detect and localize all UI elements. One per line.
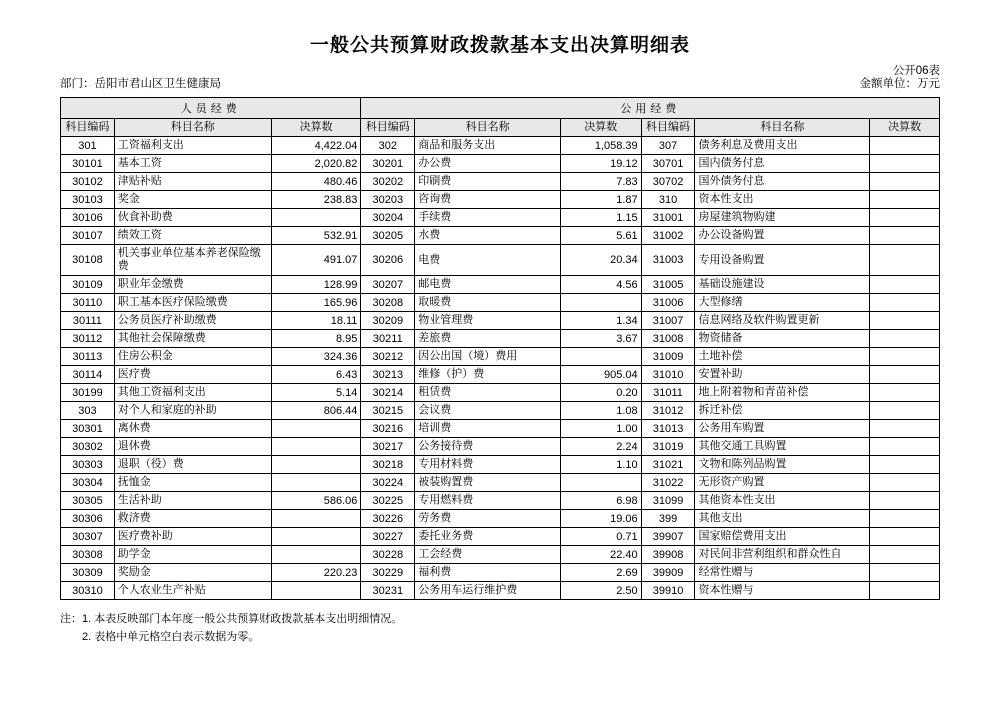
cell-code-1: 30103 (61, 191, 115, 209)
cell-name-2: 手续费 (415, 209, 561, 227)
table-row (61, 155, 940, 173)
cell-amount-1: 128.99 (271, 276, 361, 294)
cell-code-1: 30113 (61, 348, 115, 366)
cell-amount-1: 806.44 (271, 402, 361, 420)
cell-amount-1: 220.23 (271, 564, 361, 582)
table-row (61, 546, 940, 564)
cell-amount-1 (271, 420, 361, 438)
cell-name-3: 国内债务付息 (695, 155, 870, 173)
cell-name-2: 委托业务费 (415, 528, 561, 546)
cell-code-2: 30207 (361, 276, 415, 294)
cell-name-1: 伙食补助费 (114, 209, 271, 227)
cell-amount-1: 165.96 (271, 294, 361, 312)
cell-amount-1: 491.07 (271, 245, 361, 276)
cell-code-3: 31003 (641, 245, 695, 276)
cell-code-3: 31019 (641, 438, 695, 456)
note-2: 2. 表格中单元格空白表示数据为零。 (82, 631, 260, 643)
table-row (61, 510, 940, 528)
cell-name-1: 工资福利支出 (114, 137, 271, 155)
cell-amount-2: 0.71 (560, 528, 641, 546)
cell-name-2: 劳务费 (415, 510, 561, 528)
cell-amount-3 (870, 384, 940, 402)
cell-code-3: 31021 (641, 456, 695, 474)
cell-name-2: 会议费 (415, 402, 561, 420)
cell-name-1: 助学金 (114, 546, 271, 564)
cell-amount-3 (870, 209, 940, 227)
cell-name-3: 其他支出 (695, 510, 870, 528)
cell-name-1: 奖金 (114, 191, 271, 209)
table-row (61, 276, 940, 294)
cell-code-1: 30309 (61, 564, 115, 582)
cell-code-3: 31001 (641, 209, 695, 227)
cell-amount-2: 905.04 (560, 366, 641, 384)
cell-name-1: 职业年金缴费 (114, 276, 271, 294)
amount-unit-label: 金额单位：万元 (859, 78, 940, 90)
cell-amount-1: 238.83 (271, 191, 361, 209)
cell-code-3: 39907 (641, 528, 695, 546)
cell-amount-3 (870, 492, 940, 510)
cell-amount-1: 324.36 (271, 348, 361, 366)
cell-name-2: 租赁费 (415, 384, 561, 402)
cell-name-3: 国外债务付息 (695, 173, 870, 191)
cell-amount-1 (271, 582, 361, 600)
col-header-code-1: 科目编码 (61, 119, 115, 137)
cell-code-2: 302 (361, 137, 415, 155)
cell-amount-3 (870, 456, 940, 474)
table-row (61, 173, 940, 191)
cell-code-2: 30217 (361, 438, 415, 456)
col-header-amount-2: 决算数 (560, 119, 641, 137)
cell-name-1: 离休费 (114, 420, 271, 438)
cell-amount-2: 22.40 (560, 546, 641, 564)
table-row (61, 312, 940, 330)
cell-code-2: 30218 (361, 456, 415, 474)
table-row (61, 402, 940, 420)
cell-code-3: 31022 (641, 474, 695, 492)
table-row (61, 245, 940, 276)
cell-name-2: 维修（护）费 (415, 366, 561, 384)
cell-name-3: 文物和陈列品购置 (695, 456, 870, 474)
cell-amount-3 (870, 330, 940, 348)
cell-amount-2 (560, 348, 641, 366)
cell-amount-3 (870, 366, 940, 384)
table-row (61, 438, 940, 456)
cell-code-3: 39908 (641, 546, 695, 564)
cell-amount-3 (870, 245, 940, 276)
cell-amount-1: 18.11 (271, 312, 361, 330)
cell-amount-1: 532.91 (271, 227, 361, 245)
cell-amount-2: 1.10 (560, 456, 641, 474)
table-notes (60, 610, 940, 646)
cell-name-1: 绩效工资 (114, 227, 271, 245)
cell-name-3: 大型修缮 (695, 294, 870, 312)
cell-code-2: 30226 (361, 510, 415, 528)
col-header-code-2: 科目编码 (361, 119, 415, 137)
cell-code-2: 30203 (361, 191, 415, 209)
sheet-number: 公开06表 (892, 65, 940, 77)
cell-name-1: 医疗费补助 (114, 528, 271, 546)
department-label: 部门：岳阳市君山区卫生健康局 (60, 78, 221, 90)
cell-code-2: 30216 (361, 420, 415, 438)
cell-amount-1 (271, 546, 361, 564)
cell-name-1: 个人农业生产补贴 (114, 582, 271, 600)
cell-name-2: 物业管理费 (415, 312, 561, 330)
cell-code-3: 31008 (641, 330, 695, 348)
cell-name-3: 对民间非营利组织和群众性自 (695, 546, 870, 564)
cell-code-2: 30205 (361, 227, 415, 245)
cell-name-2: 水费 (415, 227, 561, 245)
cell-code-1: 301 (61, 137, 115, 155)
cell-code-2: 30212 (361, 348, 415, 366)
cell-code-1: 30310 (61, 582, 115, 600)
cell-code-3: 31010 (641, 366, 695, 384)
cell-code-1: 30110 (61, 294, 115, 312)
cell-name-2: 印刷费 (415, 173, 561, 191)
cell-name-1: 奖励金 (114, 564, 271, 582)
cell-name-2: 咨询费 (415, 191, 561, 209)
cell-name-1: 其他社会保障缴费 (114, 330, 271, 348)
cell-amount-2: 2.69 (560, 564, 641, 582)
note-1: 注：1. 本表反映部门本年度一般公共预算财政拨款基本支出明细情况。 (60, 613, 403, 625)
cell-name-3: 国家赔偿费用支出 (695, 528, 870, 546)
cell-amount-2: 1.00 (560, 420, 641, 438)
cell-amount-3 (870, 191, 940, 209)
cell-amount-2: 5.61 (560, 227, 641, 245)
cell-amount-2: 1.87 (560, 191, 641, 209)
meta-row (60, 75, 940, 91)
cell-name-2: 被装购置费 (415, 474, 561, 492)
cell-code-1: 30112 (61, 330, 115, 348)
cell-code-2: 30204 (361, 209, 415, 227)
cell-code-3: 31006 (641, 294, 695, 312)
cell-code-3: 31011 (641, 384, 695, 402)
cell-name-1: 退职（役）费 (114, 456, 271, 474)
cell-name-1: 基本工资 (114, 155, 271, 173)
cell-amount-3 (870, 582, 940, 600)
cell-amount-3 (870, 474, 940, 492)
cell-name-3: 信息网络及软件购置更新 (695, 312, 870, 330)
cell-name-2: 办公费 (415, 155, 561, 173)
col-header-name-3: 科目名称 (695, 119, 870, 137)
cell-code-1: 30199 (61, 384, 115, 402)
cell-code-2: 30227 (361, 528, 415, 546)
cell-code-2: 30208 (361, 294, 415, 312)
cell-code-3: 31012 (641, 402, 695, 420)
table-row (61, 456, 940, 474)
cell-name-3: 资本性支出 (695, 191, 870, 209)
cell-amount-3 (870, 137, 940, 155)
cell-name-1: 其他工资福利支出 (114, 384, 271, 402)
cell-name-2: 福利费 (415, 564, 561, 582)
cell-name-2: 电费 (415, 245, 561, 276)
cell-amount-3 (870, 227, 940, 245)
cell-amount-2 (560, 474, 641, 492)
cell-name-2: 工会经费 (415, 546, 561, 564)
cell-name-2: 因公出国（境）费用 (415, 348, 561, 366)
cell-amount-2: 1,058.39 (560, 137, 641, 155)
cell-code-3: 31013 (641, 420, 695, 438)
cell-name-1: 救济费 (114, 510, 271, 528)
cell-code-1: 30109 (61, 276, 115, 294)
cell-amount-2: 2.24 (560, 438, 641, 456)
cell-amount-3 (870, 348, 940, 366)
cell-code-2: 30215 (361, 402, 415, 420)
cell-amount-1: 6.43 (271, 366, 361, 384)
table-row (61, 294, 940, 312)
col-header-code-3: 科目编码 (641, 119, 695, 137)
cell-amount-2: 20.34 (560, 245, 641, 276)
cell-code-1: 30101 (61, 155, 115, 173)
cell-name-2: 差旅费 (415, 330, 561, 348)
table-row (61, 137, 940, 155)
cell-amount-1 (271, 209, 361, 227)
cell-code-3: 31007 (641, 312, 695, 330)
cell-code-3: 30701 (641, 155, 695, 173)
cell-name-1: 职工基本医疗保险缴费 (114, 294, 271, 312)
cell-code-1: 30302 (61, 438, 115, 456)
cell-name-3: 无形资产购置 (695, 474, 870, 492)
cell-name-3: 经常性赠与 (695, 564, 870, 582)
cell-amount-3 (870, 276, 940, 294)
cell-code-3: 307 (641, 137, 695, 155)
cell-name-3: 债务利息及费用支出 (695, 137, 870, 155)
cell-amount-1 (271, 528, 361, 546)
cell-name-1: 公务员医疗补助缴费 (114, 312, 271, 330)
col-header-name-1: 科目名称 (114, 119, 271, 137)
cell-name-3: 物资储备 (695, 330, 870, 348)
cell-code-2: 30213 (361, 366, 415, 384)
cell-amount-1: 4,422.04 (271, 137, 361, 155)
cell-amount-2: 3.67 (560, 330, 641, 348)
cell-code-3: 31009 (641, 348, 695, 366)
cell-amount-1 (271, 474, 361, 492)
cell-name-3: 地上附着物和青苗补偿 (695, 384, 870, 402)
cell-amount-2: 19.06 (560, 510, 641, 528)
cell-code-2: 30209 (361, 312, 415, 330)
cell-code-2: 30224 (361, 474, 415, 492)
cell-amount-3 (870, 312, 940, 330)
cell-amount-3 (870, 294, 940, 312)
cell-name-3: 房屋建筑物购建 (695, 209, 870, 227)
table-row (61, 384, 940, 402)
cell-amount-2 (560, 294, 641, 312)
cell-amount-3 (870, 173, 940, 191)
cell-name-1: 医疗费 (114, 366, 271, 384)
cell-code-1: 30308 (61, 546, 115, 564)
cell-code-1: 30304 (61, 474, 115, 492)
cell-name-2: 专用燃料费 (415, 492, 561, 510)
cell-name-1: 津贴补贴 (114, 173, 271, 191)
cell-code-1: 30111 (61, 312, 115, 330)
table-row (61, 209, 940, 227)
cell-name-3: 其他资本性支出 (695, 492, 870, 510)
cell-code-3: 31005 (641, 276, 695, 294)
cell-code-1: 30306 (61, 510, 115, 528)
cell-code-1: 30301 (61, 420, 115, 438)
cell-name-3: 办公设备购置 (695, 227, 870, 245)
cell-amount-2: 4.56 (560, 276, 641, 294)
cell-code-3: 39909 (641, 564, 695, 582)
table-row (61, 474, 940, 492)
cell-code-1: 30307 (61, 528, 115, 546)
cell-amount-2: 19.12 (560, 155, 641, 173)
cell-name-2: 专用材料费 (415, 456, 561, 474)
cell-code-2: 30211 (361, 330, 415, 348)
cell-amount-3 (870, 402, 940, 420)
cell-amount-2: 7.83 (560, 173, 641, 191)
cell-code-2: 30225 (361, 492, 415, 510)
cell-amount-2: 2.50 (560, 582, 641, 600)
cell-amount-1 (271, 456, 361, 474)
group-header-public: 公用经费 (361, 98, 940, 119)
cell-amount-3 (870, 564, 940, 582)
cell-code-3: 31002 (641, 227, 695, 245)
cell-name-2: 取暖费 (415, 294, 561, 312)
table-row (61, 227, 940, 245)
cell-name-1: 抚恤金 (114, 474, 271, 492)
cell-amount-1: 586.06 (271, 492, 361, 510)
cell-code-1: 30114 (61, 366, 115, 384)
table-body (61, 137, 940, 600)
cell-code-1: 30102 (61, 173, 115, 191)
cell-code-3: 399 (641, 510, 695, 528)
table-row (61, 420, 940, 438)
cell-name-3: 安置补助 (695, 366, 870, 384)
cell-amount-3 (870, 155, 940, 173)
cell-name-3: 其他交通工具购置 (695, 438, 870, 456)
cell-code-2: 30231 (361, 582, 415, 600)
cell-name-1: 退休费 (114, 438, 271, 456)
col-header-amount-3: 决算数 (870, 119, 940, 137)
cell-name-3: 基础设施建设 (695, 276, 870, 294)
cell-code-1: 30107 (61, 227, 115, 245)
cell-name-1: 机关事业单位基本养老保险缴费 (114, 245, 271, 276)
cell-name-3: 拆迁补偿 (695, 402, 870, 420)
cell-amount-2: 1.08 (560, 402, 641, 420)
cell-amount-3 (870, 546, 940, 564)
table-row (61, 564, 940, 582)
cell-name-1: 住房公积金 (114, 348, 271, 366)
table-row (61, 528, 940, 546)
page-title: 一般公共预算财政拨款基本支出决算明细表 (309, 35, 690, 56)
cell-amount-2: 1.15 (560, 209, 641, 227)
cell-code-3: 39910 (641, 582, 695, 600)
cell-code-1: 30108 (61, 245, 115, 276)
cell-code-2: 30229 (361, 564, 415, 582)
col-header-amount-1: 决算数 (271, 119, 361, 137)
cell-code-1: 30106 (61, 209, 115, 227)
table-row (61, 582, 940, 600)
cell-code-3: 30702 (641, 173, 695, 191)
cell-code-2: 30201 (361, 155, 415, 173)
cell-code-2: 30202 (361, 173, 415, 191)
cell-name-1: 生活补助 (114, 492, 271, 510)
table-row (61, 330, 940, 348)
cell-amount-3 (870, 510, 940, 528)
table-row (61, 492, 940, 510)
cell-amount-1: 480.46 (271, 173, 361, 191)
cell-name-3: 专用设备购置 (695, 245, 870, 276)
group-header-row (61, 98, 940, 119)
cell-amount-3 (870, 420, 940, 438)
cell-code-1: 30303 (61, 456, 115, 474)
cell-name-1: 对个人和家庭的补助 (114, 402, 271, 420)
cell-name-3: 公务用车购置 (695, 420, 870, 438)
cell-amount-1 (271, 510, 361, 528)
cell-name-2: 公务接待费 (415, 438, 561, 456)
cell-amount-1 (271, 438, 361, 456)
table-row (61, 348, 940, 366)
cell-name-2: 公务用车运行维护费 (415, 582, 561, 600)
cell-name-2: 邮电费 (415, 276, 561, 294)
cell-name-2: 商品和服务支出 (415, 137, 561, 155)
column-header-row (61, 119, 940, 137)
table-row (61, 191, 940, 209)
cell-amount-2: 6.98 (560, 492, 641, 510)
cell-code-3: 310 (641, 191, 695, 209)
table-row (61, 366, 940, 384)
cell-name-3: 资本性赠与 (695, 582, 870, 600)
cell-amount-2: 0.20 (560, 384, 641, 402)
col-header-name-2: 科目名称 (415, 119, 561, 137)
cell-code-3: 31099 (641, 492, 695, 510)
cell-amount-3 (870, 528, 940, 546)
cell-name-3: 土地补偿 (695, 348, 870, 366)
cell-code-2: 30206 (361, 245, 415, 276)
cell-code-1: 30305 (61, 492, 115, 510)
cell-amount-3 (870, 438, 940, 456)
budget-detail-table (60, 97, 940, 600)
cell-code-1: 303 (61, 402, 115, 420)
cell-code-2: 30228 (361, 546, 415, 564)
cell-amount-1: 2,020.82 (271, 155, 361, 173)
group-header-personnel: 人员经费 (61, 98, 361, 119)
cell-name-2: 培训费 (415, 420, 561, 438)
cell-amount-1: 5.14 (271, 384, 361, 402)
cell-amount-2: 1.34 (560, 312, 641, 330)
cell-amount-1: 8.95 (271, 330, 361, 348)
cell-code-2: 30214 (361, 384, 415, 402)
